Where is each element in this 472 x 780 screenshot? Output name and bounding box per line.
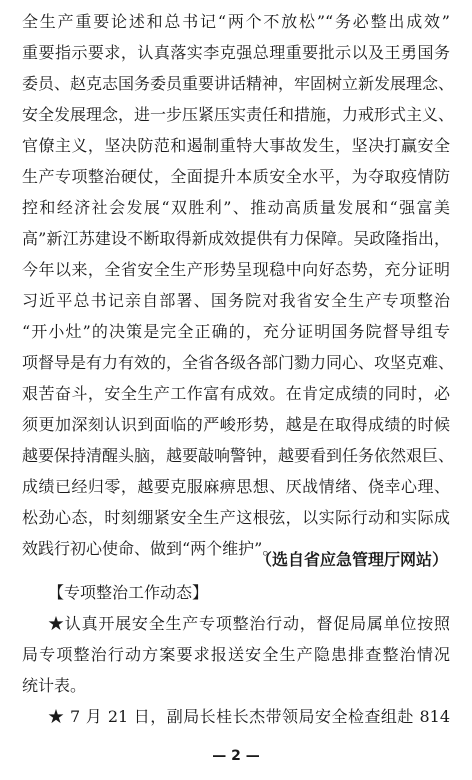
news-item-line: 局专项整治行动方案要求报送安全生产隐患排查整治情况	[22, 645, 450, 664]
news-item-line: ★ 7 月 21 日，副局长桂长杰带领局安全检查组赴 814	[48, 707, 450, 726]
text-line: 今年以来，全省安全生产形势呈现稳中向好态势，充分证明	[22, 260, 450, 279]
text-line: 委员、赵克志国务委员重要讲话精神，牢固树立新发展理念、	[22, 74, 455, 93]
text-line: 习近平总书记亲自部署、国务院对我省安全生产专项整治	[22, 291, 450, 310]
text-line: “开小灶”的决策是完全正确的，充分证明国务院督导组专	[22, 322, 450, 341]
text-line: 成绩已经归零，越要克服麻痹思想、厌战情绪、侥幸心理、	[22, 477, 450, 496]
text-line: 项督导是有力有效的，全省各级各部门勠力同心、攻坚克难、	[22, 353, 455, 372]
text-line: 控和经济社会发展“双胜利”、推动高质量发展和“强富美	[22, 198, 450, 217]
section-heading: 【专项整治工作动态】	[48, 583, 209, 602]
text-line: 官僚主义，坚决防范和遏制重特大事故发生，坚决打赢安全	[22, 136, 450, 155]
text-line: 安全发展理念，进一步压紧压实责任和措施，力戒形式主义、	[22, 105, 455, 124]
text-line: 须更加深刻认识到面临的严峻形势，越是在取得成绩的时候	[22, 415, 450, 434]
text-line: 全生产重要论述和总书记“两个不放松”“务必整出成效”	[22, 12, 450, 31]
text-line: 艰苦奋斗，安全生产工作富有成效。在肯定成绩的同时，必	[22, 384, 450, 403]
text-line: 重要指示要求，认真落实李克强总理重要批示以及王勇国务	[22, 43, 450, 62]
text-line: 松劲心态，时刻绷紧安全生产这根弦，以实际行动和实际成	[22, 508, 450, 527]
news-item-line: ★认真开展安全生产专项整治行动，督促局属单位按照	[48, 614, 450, 633]
news-item-line: 统计表。	[22, 676, 87, 695]
source-note: （选自省应急管理厅网站）	[255, 550, 448, 569]
text-line: 越要保持清醒头脑，越要敲响警钟，越要看到任务依然艰巨、	[22, 446, 455, 465]
page-number: — 2 —	[212, 748, 260, 764]
text-line: 效践行初心使命、做到“两个维护”。	[22, 539, 279, 558]
text-line: 生产专项整治硬仗，全面提升本质安全水平，为夺取疫情防	[22, 167, 450, 186]
text-line: 高”新江苏建设不断取得新成效提供有力保障。吴政隆指出，	[22, 229, 450, 248]
